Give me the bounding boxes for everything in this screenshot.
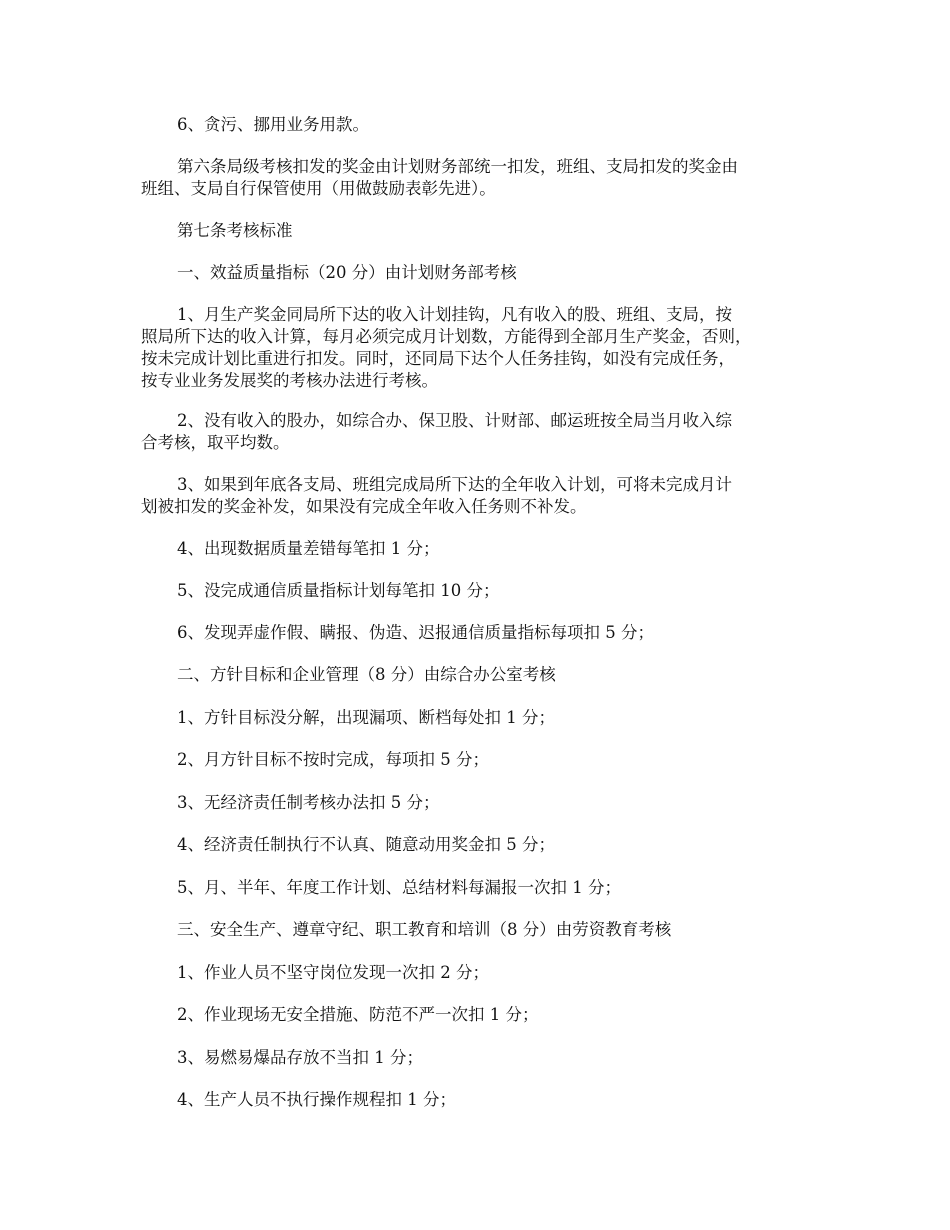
paragraph xyxy=(141,304,831,392)
text-line: 第七条考核标准 xyxy=(177,221,293,240)
text-line: 按未完成计划比重进行扣发。同时，还同局下达个人任务挂钩，如没有完成任务， xyxy=(141,349,735,368)
paragraph xyxy=(141,156,831,200)
paragraph xyxy=(141,749,831,771)
text-line: 2、没有收入的股办，如综合办、保卫股、计财部、邮运班按全局当月收入综 xyxy=(177,411,732,430)
text-line: 第六条局级考核扣发的奖金由计划财务部统一扣发，班组、支局扣发的奖金由 xyxy=(177,157,738,176)
paragraph xyxy=(141,622,831,644)
text-line: 6、贪污、挪用业务用款。 xyxy=(177,115,369,134)
text-line: 4、出现数据质量差错每笔扣 1 分； xyxy=(177,539,440,558)
paragraph xyxy=(141,1004,831,1026)
paragraph xyxy=(141,220,831,242)
paragraph xyxy=(141,792,831,814)
paragraph xyxy=(141,664,831,686)
paragraph xyxy=(141,262,831,284)
text-line: 二、方针目标和企业管理（8 分）由综合办公室考核 xyxy=(177,665,556,684)
paragraph xyxy=(141,962,831,984)
paragraph xyxy=(141,1089,831,1111)
text-line: 6、发现弄虚作假、瞒报、伪造、迟报通信质量指标每项扣 5 分； xyxy=(177,623,654,642)
paragraph xyxy=(141,919,831,941)
text-line: 5、没完成通信质量指标计划每笔扣 10 分； xyxy=(177,581,500,600)
paragraph xyxy=(141,474,831,518)
text-line: 按专业业务发展奖的考核办法进行考核。 xyxy=(141,371,438,390)
text-line: 照局所下达的收入计算，每月必须完成月计划数，方能得到全部月生产奖金，否则， xyxy=(141,327,752,346)
text-line: 4、经济责任制执行不认真、随意动用奖金扣 5 分； xyxy=(177,835,555,854)
paragraph xyxy=(141,538,831,560)
text-line: 1、方针目标没分解，出现漏项、断档每处扣 1 分； xyxy=(177,708,555,727)
paragraph xyxy=(141,410,831,454)
paragraph xyxy=(141,580,831,602)
text-line: 3、无经济责任制考核办法扣 5 分； xyxy=(177,793,440,812)
paragraph xyxy=(141,1047,831,1069)
text-line: 3、易燃易爆品存放不当扣 1 分； xyxy=(177,1048,423,1067)
text-line: 1、月生产奖金同局所下达的收入计划挂钩，凡有收入的股、班组、支局，按 xyxy=(177,305,732,324)
text-line: 2、作业现场无安全措施、防范不严一次扣 1 分； xyxy=(177,1005,539,1024)
text-line: 5、月、半年、年度工作计划、总结材料每漏报一次扣 1 分； xyxy=(177,878,621,897)
text-line: 1、作业人员不坚守岗位发现一次扣 2 分； xyxy=(177,963,489,982)
text-line: 3、如果到年底各支局、班组完成局所下达的全年收入计划，可将未完成月计 xyxy=(177,475,732,494)
text-line: 划被扣发的奖金补发，如果没有完成全年收入任务则不补发。 xyxy=(141,497,587,516)
text-line: 4、生产人员不执行操作规程扣 1 分； xyxy=(177,1090,456,1109)
paragraph xyxy=(141,707,831,729)
text-line: 三、安全生产、遵章守纪、职工教育和培训（8 分）由劳资教育考核 xyxy=(177,920,672,939)
text-line: 一、效益质量指标（20 分）由计划财务部考核 xyxy=(177,263,517,282)
paragraph xyxy=(141,834,831,856)
text-line: 班组、支局自行保管使用（用做鼓励表彰先进）。 xyxy=(141,179,496,198)
text-line: 合考核，取平均数。 xyxy=(141,433,290,452)
text-line: 2、月方针目标不按时完成，每项扣 5 分； xyxy=(177,750,489,769)
paragraph xyxy=(141,877,831,899)
paragraph xyxy=(141,114,831,136)
